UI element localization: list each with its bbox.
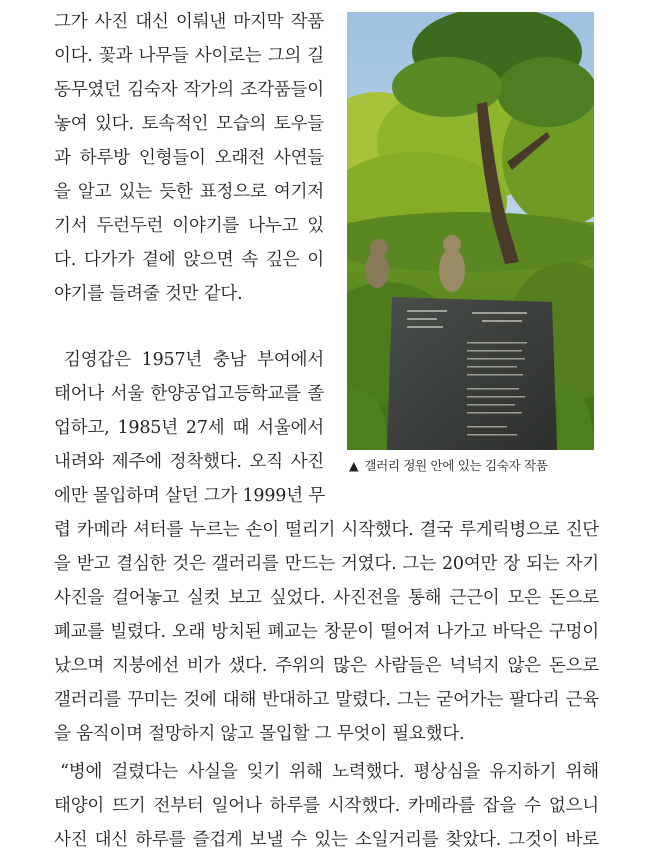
- garden-sculpture-photo: [347, 12, 594, 450]
- text-line: 야기를 들려줄 것만 같다.: [54, 284, 243, 304]
- text-line: 과 하루방 인형들이 오래전 사연들: [54, 148, 324, 168]
- text-line: “병에 걸렸다는 사실을 잊기 위해 노력했다. 평상심을 유지하기 위해: [60, 762, 599, 782]
- text-line: 그가 사진 대신 이뤄낸 마지막 작품: [54, 12, 324, 32]
- text-line: 을 움직이며 절망하지 않고 몰입할 그 무엇이 필요했다.: [54, 724, 465, 744]
- text-line: 사진을 걸어놓고 실컷 보고 싶었다. 사진전을 통해 근근이 모은 돈으로: [54, 588, 599, 608]
- photo-caption: [349, 456, 548, 474]
- text-line: 을 알고 있는 듯한 표정으로 여기저: [54, 182, 324, 202]
- text-line: 갤러리를 꾸미는 것에 대해 반대하고 말렸다. 그는 굳어가는 팔다리 근육: [54, 690, 599, 710]
- text-line: 놓여 있다. 토속적인 모습의 토우들: [54, 114, 324, 134]
- text-line: 이다. 꽃과 나무들 사이로는 그의 길: [54, 46, 324, 66]
- text-line: 동무였던 김숙자 작가의 조각품들이: [54, 80, 324, 100]
- text-line: 김영갑은 1957년 충남 부여에서: [64, 350, 324, 370]
- text-line: 태어나 서울 한양공업고등학교를 졸: [54, 384, 324, 404]
- text-line: 업하고, 1985년 27세 때 서울에서: [54, 418, 324, 438]
- text-line: 났으며 지붕에선 비가 샜다. 주위의 많은 사람들은 넉넉지 않은 돈으로: [54, 656, 599, 676]
- caption-text: 갤러리 정원 안에 있는 김숙자 작품: [364, 458, 548, 473]
- caption-triangle-icon: ▲: [349, 458, 359, 473]
- text-line: 을 받고 결심한 것은 갤러리를 만드는 거였다. 그는 20여만 장 되는 자기: [54, 554, 599, 574]
- text-line: 다. 다가가 곁에 앉으면 속 깊은 이: [54, 250, 324, 270]
- text-line: 렵 카메라 셔터를 누르는 손이 떨리기 시작했다. 결국 루게릭병으로 진단: [54, 520, 599, 540]
- text-line: 기서 두런두런 이야기를 나누고 있: [54, 216, 324, 236]
- text-line: 태양이 뜨기 전부터 일어나 하루를 시작했다. 카메라를 잡을 수 없으니: [54, 796, 599, 816]
- photo-image: [347, 12, 594, 450]
- text-line: 에만 몰입하며 살던 그가 1999년 무: [54, 486, 326, 506]
- text-line: 사진 대신 하루를 즐겁게 보낼 수 있는 소일거리를 찾았다. 그것이 바로: [54, 830, 599, 850]
- text-line: 내려와 제주에 정착했다. 오직 사진: [54, 452, 324, 472]
- text-line: 폐교를 빌렸다. 오래 방치된 폐교는 창문이 떨어져 나가고 바닥은 구멍이: [54, 622, 599, 642]
